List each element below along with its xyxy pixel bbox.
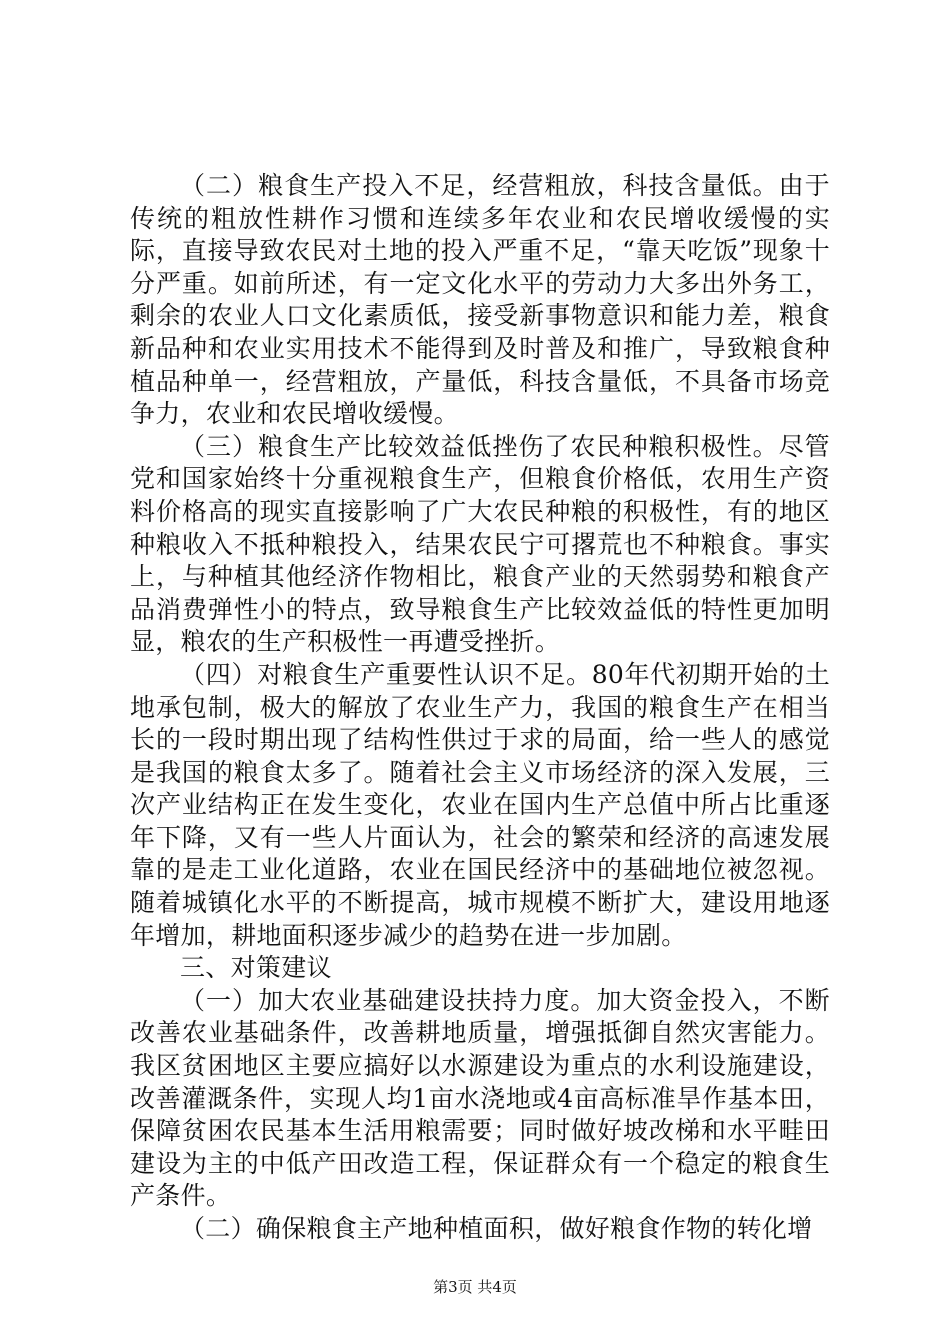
- paragraph-grain-awareness: （四）对粮食生产重要性认识不足。80年代初期开始的土地承包制，极大的解放了农业生产力，我国的粮食生产在相当长的一段时期出现了结构性供过于求的局面，给一些人的感觉是我国的粮食太多了。随着社会主义市场经济的深入发展，三次产业结构正在发生变化，农业在国内生产总值中所占比重逐年下降，又有一些人片面认为，社会的繁荣和经济的高速发展靠的是走工业化道路，农业在国民经济中的基础地位被忽视。随着城镇化水平的不断提高，城市规模不断扩大，建设用地逐年增加，耕地面积逐步减少的趋势在进一步加剧。: [130, 659, 830, 950]
- document-body: [130, 170, 830, 1246]
- paragraph-planting-area: （二）确保粮食主产地种植面积，做好粮食作物的转化增: [180, 1214, 813, 1243]
- paragraph-infrastructure: （一）加大农业基础建设扶持力度。加大资金投入，不断改善农业基础条件，改善耕地质量，增强抵御自然灾害能力。我区贫困地区主要应搞好以水源建设为重点的水利设施建设，改善灌溉条件，实现人均1亩水浇地或4亩高标准旱作基本田，保障贫困农民基本生活用粮需要；同时做好坡改梯和水平畦田建设为主的中低产田改造工程，保证群众有一个稳定的粮食生产条件。: [130, 985, 830, 1211]
- paragraph-grain-input: （二）粮食生产投入不足，经营粗放，科技含量低。由于传统的粗放性耕作习惯和连续多年农业和农民增收缓慢的实际，直接导致农民对土地的投入严重不足，“靠天吃饭”现象十分严重。如前所述，有一定文化水平的劳动力大多出外务工，剩余的农业人口文化素质低，接受新事物意识和能力差，粮食新品种和农业实用技术不能得到及时普及和推广，导致粮食种植品种单一，经营粗放，产量低，科技含量低，不具备市场竞争力，农业和农民增收缓慢。: [130, 171, 830, 429]
- paragraph-grain-benefit: （三）粮食生产比较效益低挫伤了农民种粮积极性。尽管党和国家始终十分重视粮食生产，但粮食价格低，农用生产资料价格高的现实直接影响了广大农民种粮的积极性，有的地区种粮收入不抵种粮投入，结果农民宁可撂荒也不种粮食。事实上，与种植其他经济作物相比，粮食产业的天然弱势和粮食产品消费弹性小的特点，致导粮食生产比较效益低的特性更加明显，粮农的生产积极性一再遭受挫折。: [130, 431, 830, 657]
- section-heading-countermeasures: 三、对策建议: [180, 953, 332, 983]
- page-footer: 第3页 共4页: [433, 1278, 517, 1296]
